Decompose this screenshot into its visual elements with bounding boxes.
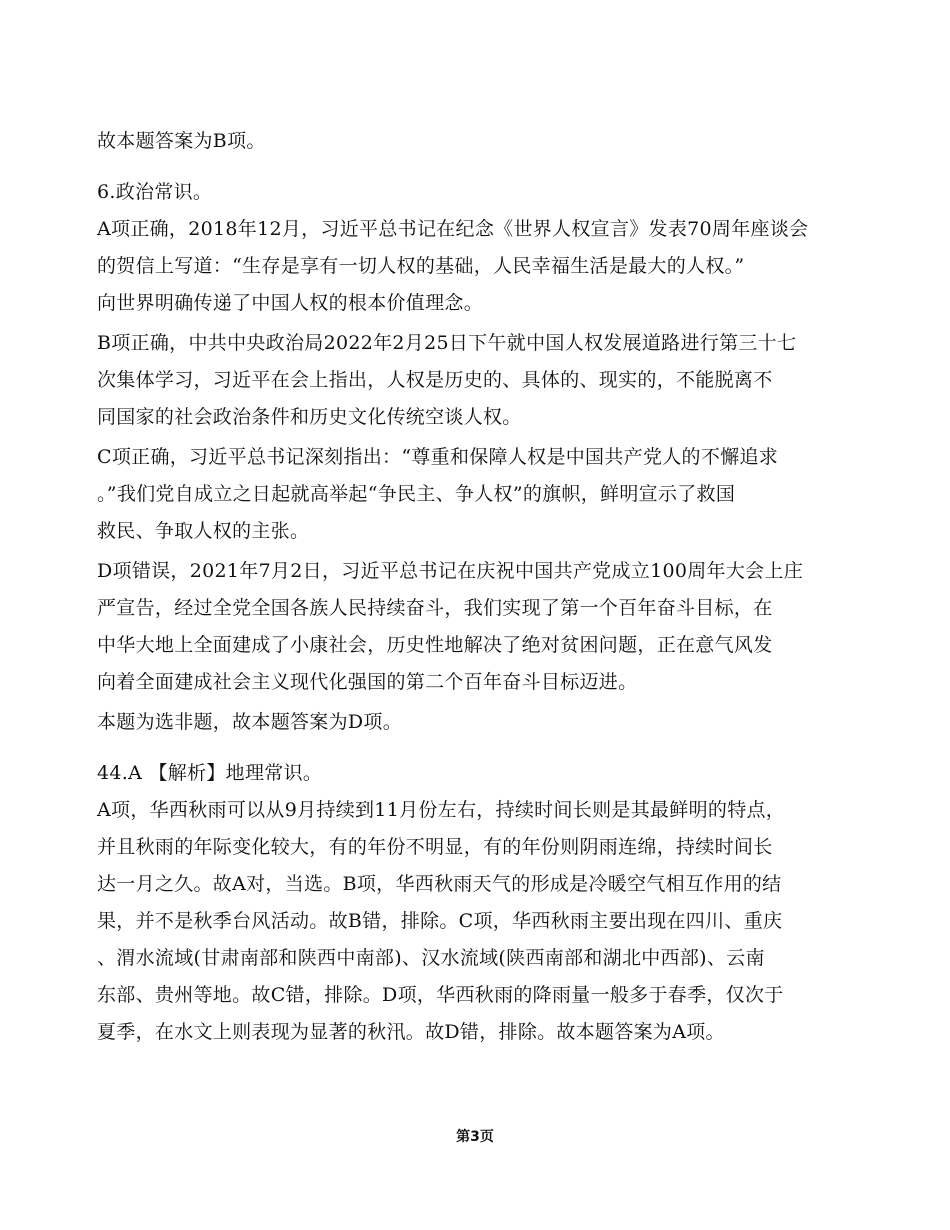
section-heading: 44.A 【解析】地理常识。: [97, 762, 323, 784]
text-line: 本题为选非题，故本题答案为D项。: [97, 711, 403, 733]
text-line: 故本题答案为B项。: [97, 130, 266, 152]
text-line: D项错误，2021年7月2日，习近平总书记在庆祝中国共产党成立100周年大会上庄: [97, 560, 804, 582]
text-line: 向着全面建成社会主义现代化强国的第二个百年奋斗目标迈进。: [97, 671, 638, 693]
text-line: 东部、贵州等地。故C错，排除。D项，华西秋雨的降雨量一般多于春季，仅次于: [97, 984, 784, 1006]
text-line: 的贺信上写道：“生存是享有一切人权的基础，人民幸福生活是最大的人权。”: [97, 255, 745, 277]
text-line: 同国家的社会政治条件和历史文化传统空谈人权。: [97, 406, 522, 428]
text-line: 向世界明确传递了中国人权的根本价值理念。: [97, 292, 484, 314]
text-line: A项，华西秋雨可以从9月持续到11月份左右，持续时间长则是其最鲜明的特点，: [97, 799, 786, 821]
text-line: 。”我们党自成立之日起就高举起“争民主、争人权”的旗帜，鲜明宣示了救国: [97, 483, 736, 505]
text-line: A项正确，2018年12月，习近平总书记在纪念《世界人权宣言》发表70周年座谈会: [97, 218, 809, 240]
text-line: 果，并不是秋季台风活动。故B错，排除。C项，华西秋雨主要出现在四川、重庆: [97, 910, 783, 932]
text-line: 严宣告，经过全党全国各族人民持续奋斗，我们实现了第一个百年奋斗目标，在: [97, 597, 773, 619]
section-heading: 6.政治常识。: [97, 181, 213, 203]
text-line: 达一月之久。故A对，当选。B项，华西秋雨天气的形成是冷暖空气相互作用的结: [97, 873, 782, 895]
text-line: 中华大地上全面建成了小康社会，历史性地解决了绝对贫困问题，正在意气风发: [97, 634, 773, 656]
text-line: 、渭水流域(甘肃南部和陕西中南部)、汉水流域(陕西南部和湖北中西部)、云南: [97, 947, 765, 969]
text-line: 夏季，在水文上则表现为显著的秋汛。故D错，排除。故本题答案为A项。: [97, 1021, 725, 1043]
text-line: C项正确，习近平总书记深刻指出：“尊重和保障人权是中国共产党人的不懈追求: [97, 446, 779, 468]
text-line: 救民、争取人权的主张。: [97, 520, 310, 542]
page-number: 第3页: [456, 1129, 494, 1145]
text-line: 并且秋雨的年际变化较大，有的年份不明显，有的年份则阴雨连绵，持续时间长: [97, 836, 773, 858]
text-line: 次集体学习，习近平在会上指出，人权是历史的、具体的、现实的，不能脱离不: [97, 369, 773, 391]
text-line: B项正确，中共中央政治局2022年2月25日下午就中国人权发展道路进行第三十七: [97, 332, 797, 354]
